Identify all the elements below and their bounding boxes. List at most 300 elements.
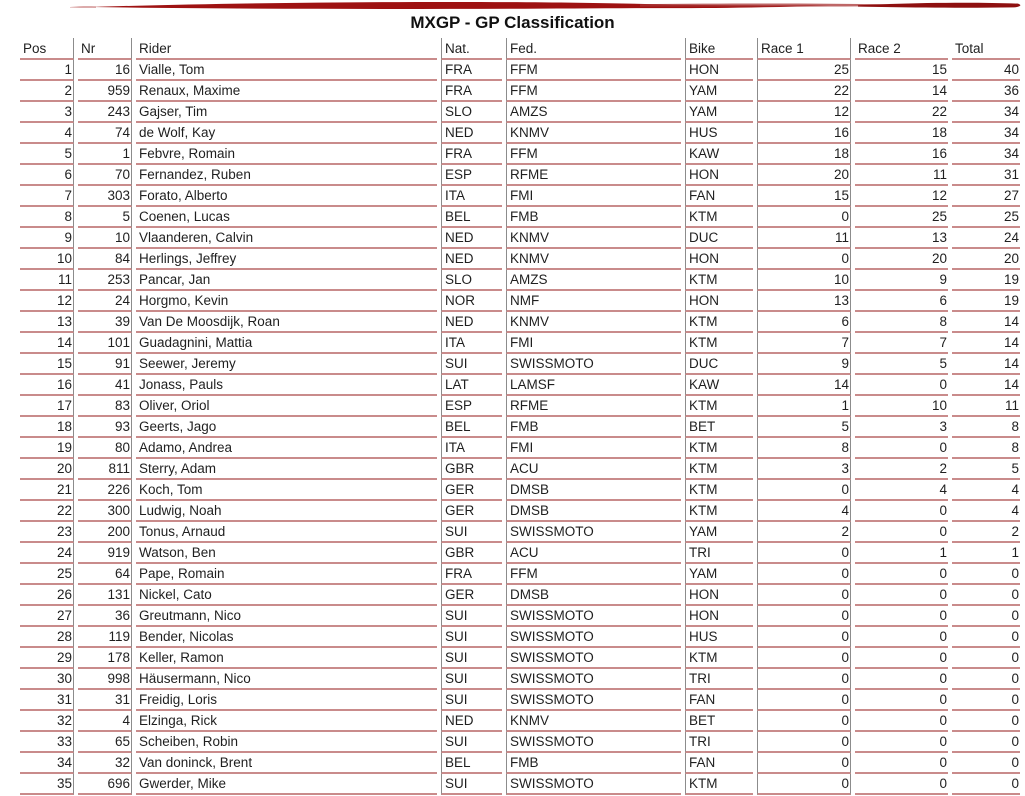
cell-total: 8	[952, 417, 1020, 438]
cell-race1: 0	[757, 543, 851, 564]
cell-bike: HON	[685, 606, 753, 627]
cell-race2: 1	[855, 543, 948, 564]
cell-bike: KTM	[685, 459, 753, 480]
cell-total: 0	[952, 732, 1020, 753]
cell-bike: KTM	[685, 207, 753, 228]
cell-nr: 64	[78, 564, 132, 585]
cell-race1: 11	[757, 228, 851, 249]
cell-nr: 696	[78, 774, 132, 795]
cell-fed: KNMV	[506, 711, 681, 732]
cell-nat: GER	[441, 501, 502, 522]
cell-total: 34	[952, 102, 1020, 123]
cell-rider: Elzinga, Rick	[136, 711, 437, 732]
cell-fed: FMI	[506, 438, 681, 459]
cell-race1: 0	[757, 480, 851, 501]
cell-nr: 1	[78, 144, 132, 165]
cell-race2: 0	[855, 627, 948, 648]
cell-rider: Oliver, Oriol	[136, 396, 437, 417]
cell-total: 19	[952, 270, 1020, 291]
cell-nat: NED	[441, 228, 502, 249]
header-race2: Race 2	[855, 38, 948, 60]
cell-rider: Van doninck, Brent	[136, 753, 437, 774]
cell-nat: LAT	[441, 375, 502, 396]
cell-fed: SWISSMOTO	[506, 354, 681, 375]
cell-race1: 0	[757, 606, 851, 627]
cell-bike: HON	[685, 60, 753, 81]
cell-rider: de Wolf, Kay	[136, 123, 437, 144]
cell-fed: KNMV	[506, 249, 681, 270]
cell-total: 0	[952, 711, 1020, 732]
cell-total: 0	[952, 585, 1020, 606]
cell-pos: 31	[20, 690, 74, 711]
cell-total: 0	[952, 753, 1020, 774]
table-row	[20, 648, 1020, 669]
cell-bike: DUC	[685, 228, 753, 249]
header-race1: Race 1	[757, 38, 851, 60]
cell-rider: Vlaanderen, Calvin	[136, 228, 437, 249]
cell-nat: GBR	[441, 459, 502, 480]
cell-pos: 19	[20, 438, 74, 459]
cell-nr: 16	[78, 60, 132, 81]
cell-fed: SWISSMOTO	[506, 627, 681, 648]
cell-nat: SLO	[441, 270, 502, 291]
cell-bike: HON	[685, 249, 753, 270]
cell-fed: NMF	[506, 291, 681, 312]
cell-race2: 0	[855, 753, 948, 774]
cell-total: 20	[952, 249, 1020, 270]
cell-total: 24	[952, 228, 1020, 249]
cell-fed: RFME	[506, 165, 681, 186]
cell-race2: 10	[855, 396, 948, 417]
cell-rider: Koch, Tom	[136, 480, 437, 501]
cell-race1: 0	[757, 690, 851, 711]
cell-nat: GER	[441, 585, 502, 606]
header-nr: Nr	[78, 38, 132, 60]
cell-rider: Fernandez, Ruben	[136, 165, 437, 186]
cell-nr: 998	[78, 669, 132, 690]
cell-race1: 5	[757, 417, 851, 438]
header-rider: Rider	[136, 38, 437, 60]
cell-race2: 0	[855, 585, 948, 606]
cell-nat: SUI	[441, 690, 502, 711]
cell-bike: KTM	[685, 648, 753, 669]
header-total: Total	[952, 38, 1020, 60]
cell-fed: FFM	[506, 60, 681, 81]
cell-race1: 0	[757, 732, 851, 753]
cell-race1: 13	[757, 291, 851, 312]
cell-rider: Van De Moosdijk, Roan	[136, 312, 437, 333]
cell-nat: ITA	[441, 186, 502, 207]
cell-race1: 22	[757, 81, 851, 102]
cell-race1: 0	[757, 648, 851, 669]
cell-rider: Pancar, Jan	[136, 270, 437, 291]
cell-pos: 20	[20, 459, 74, 480]
cell-rider: Sterry, Adam	[136, 459, 437, 480]
cell-total: 36	[952, 81, 1020, 102]
cell-nr: 811	[78, 459, 132, 480]
cell-nat: ESP	[441, 165, 502, 186]
cell-total: 11	[952, 396, 1020, 417]
cell-pos: 32	[20, 711, 74, 732]
cell-bike: TRI	[685, 669, 753, 690]
cell-race1: 0	[757, 669, 851, 690]
cell-fed: FMB	[506, 417, 681, 438]
cell-pos: 22	[20, 501, 74, 522]
table-row	[20, 774, 1020, 795]
cell-race1: 0	[757, 249, 851, 270]
cell-fed: AMZS	[506, 102, 681, 123]
cell-bike: FAN	[685, 753, 753, 774]
cell-race1: 2	[757, 522, 851, 543]
cell-nat: NED	[441, 711, 502, 732]
table-row	[20, 690, 1020, 711]
cell-fed: ACU	[506, 543, 681, 564]
cell-race1: 0	[757, 585, 851, 606]
cell-nr: 300	[78, 501, 132, 522]
cell-rider: Renaux, Maxime	[136, 81, 437, 102]
cell-bike: DUC	[685, 354, 753, 375]
cell-fed: ACU	[506, 459, 681, 480]
cell-race2: 12	[855, 186, 948, 207]
cell-nr: 84	[78, 249, 132, 270]
cell-bike: KTM	[685, 312, 753, 333]
cell-bike: KTM	[685, 501, 753, 522]
cell-bike: HON	[685, 165, 753, 186]
cell-rider: Febvre, Romain	[136, 144, 437, 165]
cell-bike: YAM	[685, 102, 753, 123]
table-row	[20, 375, 1020, 396]
cell-nr: 41	[78, 375, 132, 396]
cell-rider: Herlings, Jeffrey	[136, 249, 437, 270]
cell-bike: YAM	[685, 564, 753, 585]
cell-nr: 131	[78, 585, 132, 606]
cell-pos: 7	[20, 186, 74, 207]
cell-pos: 12	[20, 291, 74, 312]
header-nat: Nat.	[441, 38, 502, 60]
cell-race1: 0	[757, 774, 851, 795]
table-header-row	[20, 38, 1020, 60]
cell-race2: 16	[855, 144, 948, 165]
cell-bike: YAM	[685, 81, 753, 102]
cell-fed: FFM	[506, 144, 681, 165]
cell-rider: Bender, Nicolas	[136, 627, 437, 648]
cell-rider: Horgmo, Kevin	[136, 291, 437, 312]
cell-rider: Jonass, Pauls	[136, 375, 437, 396]
cell-rider: Keller, Ramon	[136, 648, 437, 669]
cell-nat: FRA	[441, 564, 502, 585]
table-row	[20, 354, 1020, 375]
cell-rider: Tonus, Arnaud	[136, 522, 437, 543]
cell-total: 1	[952, 543, 1020, 564]
table-row	[20, 417, 1020, 438]
cell-nat: NED	[441, 312, 502, 333]
table-row	[20, 711, 1020, 732]
cell-nr: 31	[78, 690, 132, 711]
cell-nat: SUI	[441, 627, 502, 648]
cell-race2: 9	[855, 270, 948, 291]
cell-fed: DMSB	[506, 585, 681, 606]
cell-race2: 11	[855, 165, 948, 186]
cell-race2: 14	[855, 81, 948, 102]
cell-bike: HUS	[685, 627, 753, 648]
cell-nr: 83	[78, 396, 132, 417]
cell-race1: 16	[757, 123, 851, 144]
cell-race2: 0	[855, 711, 948, 732]
table-row	[20, 480, 1020, 501]
cell-race1: 3	[757, 459, 851, 480]
table-row	[20, 144, 1020, 165]
cell-fed: SWISSMOTO	[506, 606, 681, 627]
cell-rider: Pape, Romain	[136, 564, 437, 585]
cell-fed: SWISSMOTO	[506, 732, 681, 753]
cell-rider: Scheiben, Robin	[136, 732, 437, 753]
cell-nat: BEL	[441, 753, 502, 774]
cell-nr: 200	[78, 522, 132, 543]
cell-bike: HUS	[685, 123, 753, 144]
cell-nr: 119	[78, 627, 132, 648]
cell-nr: 226	[78, 480, 132, 501]
cell-pos: 1	[20, 60, 74, 81]
cell-total: 14	[952, 375, 1020, 396]
table-row	[20, 270, 1020, 291]
cell-pos: 15	[20, 354, 74, 375]
cell-total: 0	[952, 564, 1020, 585]
table-row	[20, 543, 1020, 564]
cell-fed: RFME	[506, 396, 681, 417]
cell-total: 14	[952, 312, 1020, 333]
cell-rider: Watson, Ben	[136, 543, 437, 564]
cell-nr: 39	[78, 312, 132, 333]
table-row	[20, 459, 1020, 480]
cell-fed: KNMV	[506, 123, 681, 144]
cell-fed: SWISSMOTO	[506, 648, 681, 669]
cell-nat: ITA	[441, 438, 502, 459]
cell-race1: 0	[757, 753, 851, 774]
table-row	[20, 333, 1020, 354]
cell-rider: Seewer, Jeremy	[136, 354, 437, 375]
cell-pos: 17	[20, 396, 74, 417]
cell-fed: KNMV	[506, 228, 681, 249]
cell-race2: 20	[855, 249, 948, 270]
cell-race2: 3	[855, 417, 948, 438]
table-row	[20, 249, 1020, 270]
cell-bike: HON	[685, 291, 753, 312]
cell-nr: 74	[78, 123, 132, 144]
table-header	[20, 38, 1020, 60]
cell-rider: Gwerder, Mike	[136, 774, 437, 795]
results-tbody	[20, 60, 1020, 795]
cell-nat: FRA	[441, 81, 502, 102]
cell-race2: 0	[855, 669, 948, 690]
cell-race2: 2	[855, 459, 948, 480]
cell-nr: 93	[78, 417, 132, 438]
cell-pos: 3	[20, 102, 74, 123]
cell-nat: SUI	[441, 648, 502, 669]
cell-race1: 0	[757, 564, 851, 585]
cell-total: 5	[952, 459, 1020, 480]
cell-total: 0	[952, 648, 1020, 669]
header-fed: Fed.	[506, 38, 681, 60]
cell-total: 34	[952, 144, 1020, 165]
cell-total: 0	[952, 690, 1020, 711]
cell-nr: 10	[78, 228, 132, 249]
cell-nat: SUI	[441, 522, 502, 543]
cell-fed: FMB	[506, 753, 681, 774]
table-row	[20, 501, 1020, 522]
cell-fed: SWISSMOTO	[506, 522, 681, 543]
cell-total: 25	[952, 207, 1020, 228]
cell-nat: NED	[441, 249, 502, 270]
cell-race2: 25	[855, 207, 948, 228]
cell-nat: FRA	[441, 144, 502, 165]
cell-race2: 0	[855, 732, 948, 753]
cell-fed: FFM	[506, 81, 681, 102]
table-row	[20, 165, 1020, 186]
cell-pos: 33	[20, 732, 74, 753]
cell-total: 27	[952, 186, 1020, 207]
table-row	[20, 60, 1020, 81]
cell-total: 8	[952, 438, 1020, 459]
table-row	[20, 732, 1020, 753]
cell-race1: 12	[757, 102, 851, 123]
cell-bike: KTM	[685, 774, 753, 795]
cell-pos: 5	[20, 144, 74, 165]
cell-fed: FMI	[506, 333, 681, 354]
cell-bike: YAM	[685, 522, 753, 543]
cell-pos: 25	[20, 564, 74, 585]
cell-nr: 70	[78, 165, 132, 186]
cell-bike: BET	[685, 417, 753, 438]
cell-nr: 65	[78, 732, 132, 753]
table-row	[20, 606, 1020, 627]
table-row	[20, 438, 1020, 459]
cell-pos: 29	[20, 648, 74, 669]
cell-race1: 14	[757, 375, 851, 396]
cell-race2: 0	[855, 606, 948, 627]
cell-race1: 7	[757, 333, 851, 354]
cell-race2: 0	[855, 774, 948, 795]
table-row	[20, 585, 1020, 606]
cell-nr: 101	[78, 333, 132, 354]
table-row	[20, 291, 1020, 312]
table-row	[20, 228, 1020, 249]
cell-rider: Gajser, Tim	[136, 102, 437, 123]
cell-nat: SUI	[441, 732, 502, 753]
cell-rider: Freidig, Loris	[136, 690, 437, 711]
cell-nr: 24	[78, 291, 132, 312]
cell-pos: 8	[20, 207, 74, 228]
cell-bike: KAW	[685, 144, 753, 165]
cell-nat: SUI	[441, 669, 502, 690]
cell-race1: 1	[757, 396, 851, 417]
cell-race2: 0	[855, 690, 948, 711]
cell-total: 2	[952, 522, 1020, 543]
cell-fed: FMB	[506, 207, 681, 228]
cell-fed: AMZS	[506, 270, 681, 291]
header-bike: Bike	[685, 38, 753, 60]
cell-nat: ESP	[441, 396, 502, 417]
cell-pos: 13	[20, 312, 74, 333]
cell-bike: KAW	[685, 375, 753, 396]
cell-nr: 91	[78, 354, 132, 375]
cell-bike: TRI	[685, 732, 753, 753]
cell-race2: 0	[855, 501, 948, 522]
cell-pos: 10	[20, 249, 74, 270]
cell-nat: SUI	[441, 606, 502, 627]
header-pos: Pos	[20, 38, 74, 60]
cell-total: 40	[952, 60, 1020, 81]
cell-pos: 27	[20, 606, 74, 627]
cell-pos: 24	[20, 543, 74, 564]
cell-nr: 243	[78, 102, 132, 123]
cell-nr: 4	[78, 711, 132, 732]
cell-bike: KTM	[685, 438, 753, 459]
cell-total: 0	[952, 669, 1020, 690]
cell-total: 31	[952, 165, 1020, 186]
cell-fed: KNMV	[506, 312, 681, 333]
cell-rider: Greutmann, Nico	[136, 606, 437, 627]
cell-nr: 36	[78, 606, 132, 627]
cell-fed: SWISSMOTO	[506, 774, 681, 795]
cell-pos: 35	[20, 774, 74, 795]
cell-total: 0	[952, 774, 1020, 795]
cell-race2: 13	[855, 228, 948, 249]
table-row	[20, 207, 1020, 228]
cell-bike: KTM	[685, 270, 753, 291]
cell-pos: 2	[20, 81, 74, 102]
cell-pos: 11	[20, 270, 74, 291]
table-row	[20, 396, 1020, 417]
table-row	[20, 102, 1020, 123]
cell-race2: 4	[855, 480, 948, 501]
cell-nat: GER	[441, 480, 502, 501]
cell-bike: HON	[685, 585, 753, 606]
cell-nat: BEL	[441, 417, 502, 438]
cell-race1: 25	[757, 60, 851, 81]
cell-nr: 80	[78, 438, 132, 459]
cell-total: 0	[952, 627, 1020, 648]
cell-bike: KTM	[685, 396, 753, 417]
table-row	[20, 669, 1020, 690]
cell-pos: 4	[20, 123, 74, 144]
cell-nat: BEL	[441, 207, 502, 228]
cell-bike: FAN	[685, 186, 753, 207]
cell-nr: 32	[78, 753, 132, 774]
classification-table	[16, 38, 1024, 795]
cell-rider: Häusermann, Nico	[136, 669, 437, 690]
cell-nat: FRA	[441, 60, 502, 81]
cell-race2: 15	[855, 60, 948, 81]
cell-fed: SWISSMOTO	[506, 669, 681, 690]
cell-nr: 303	[78, 186, 132, 207]
cell-race2: 0	[855, 438, 948, 459]
cell-nat: SLO	[441, 102, 502, 123]
cell-total: 14	[952, 354, 1020, 375]
cell-race1: 20	[757, 165, 851, 186]
cell-race2: 5	[855, 354, 948, 375]
cell-pos: 23	[20, 522, 74, 543]
table-row	[20, 627, 1020, 648]
cell-race1: 9	[757, 354, 851, 375]
cell-nat: ITA	[441, 333, 502, 354]
cell-bike: FAN	[685, 690, 753, 711]
cell-pos: 28	[20, 627, 74, 648]
cell-nr: 178	[78, 648, 132, 669]
table-row	[20, 564, 1020, 585]
cell-rider: Vialle, Tom	[136, 60, 437, 81]
cell-race1: 18	[757, 144, 851, 165]
cell-fed: LAMSF	[506, 375, 681, 396]
